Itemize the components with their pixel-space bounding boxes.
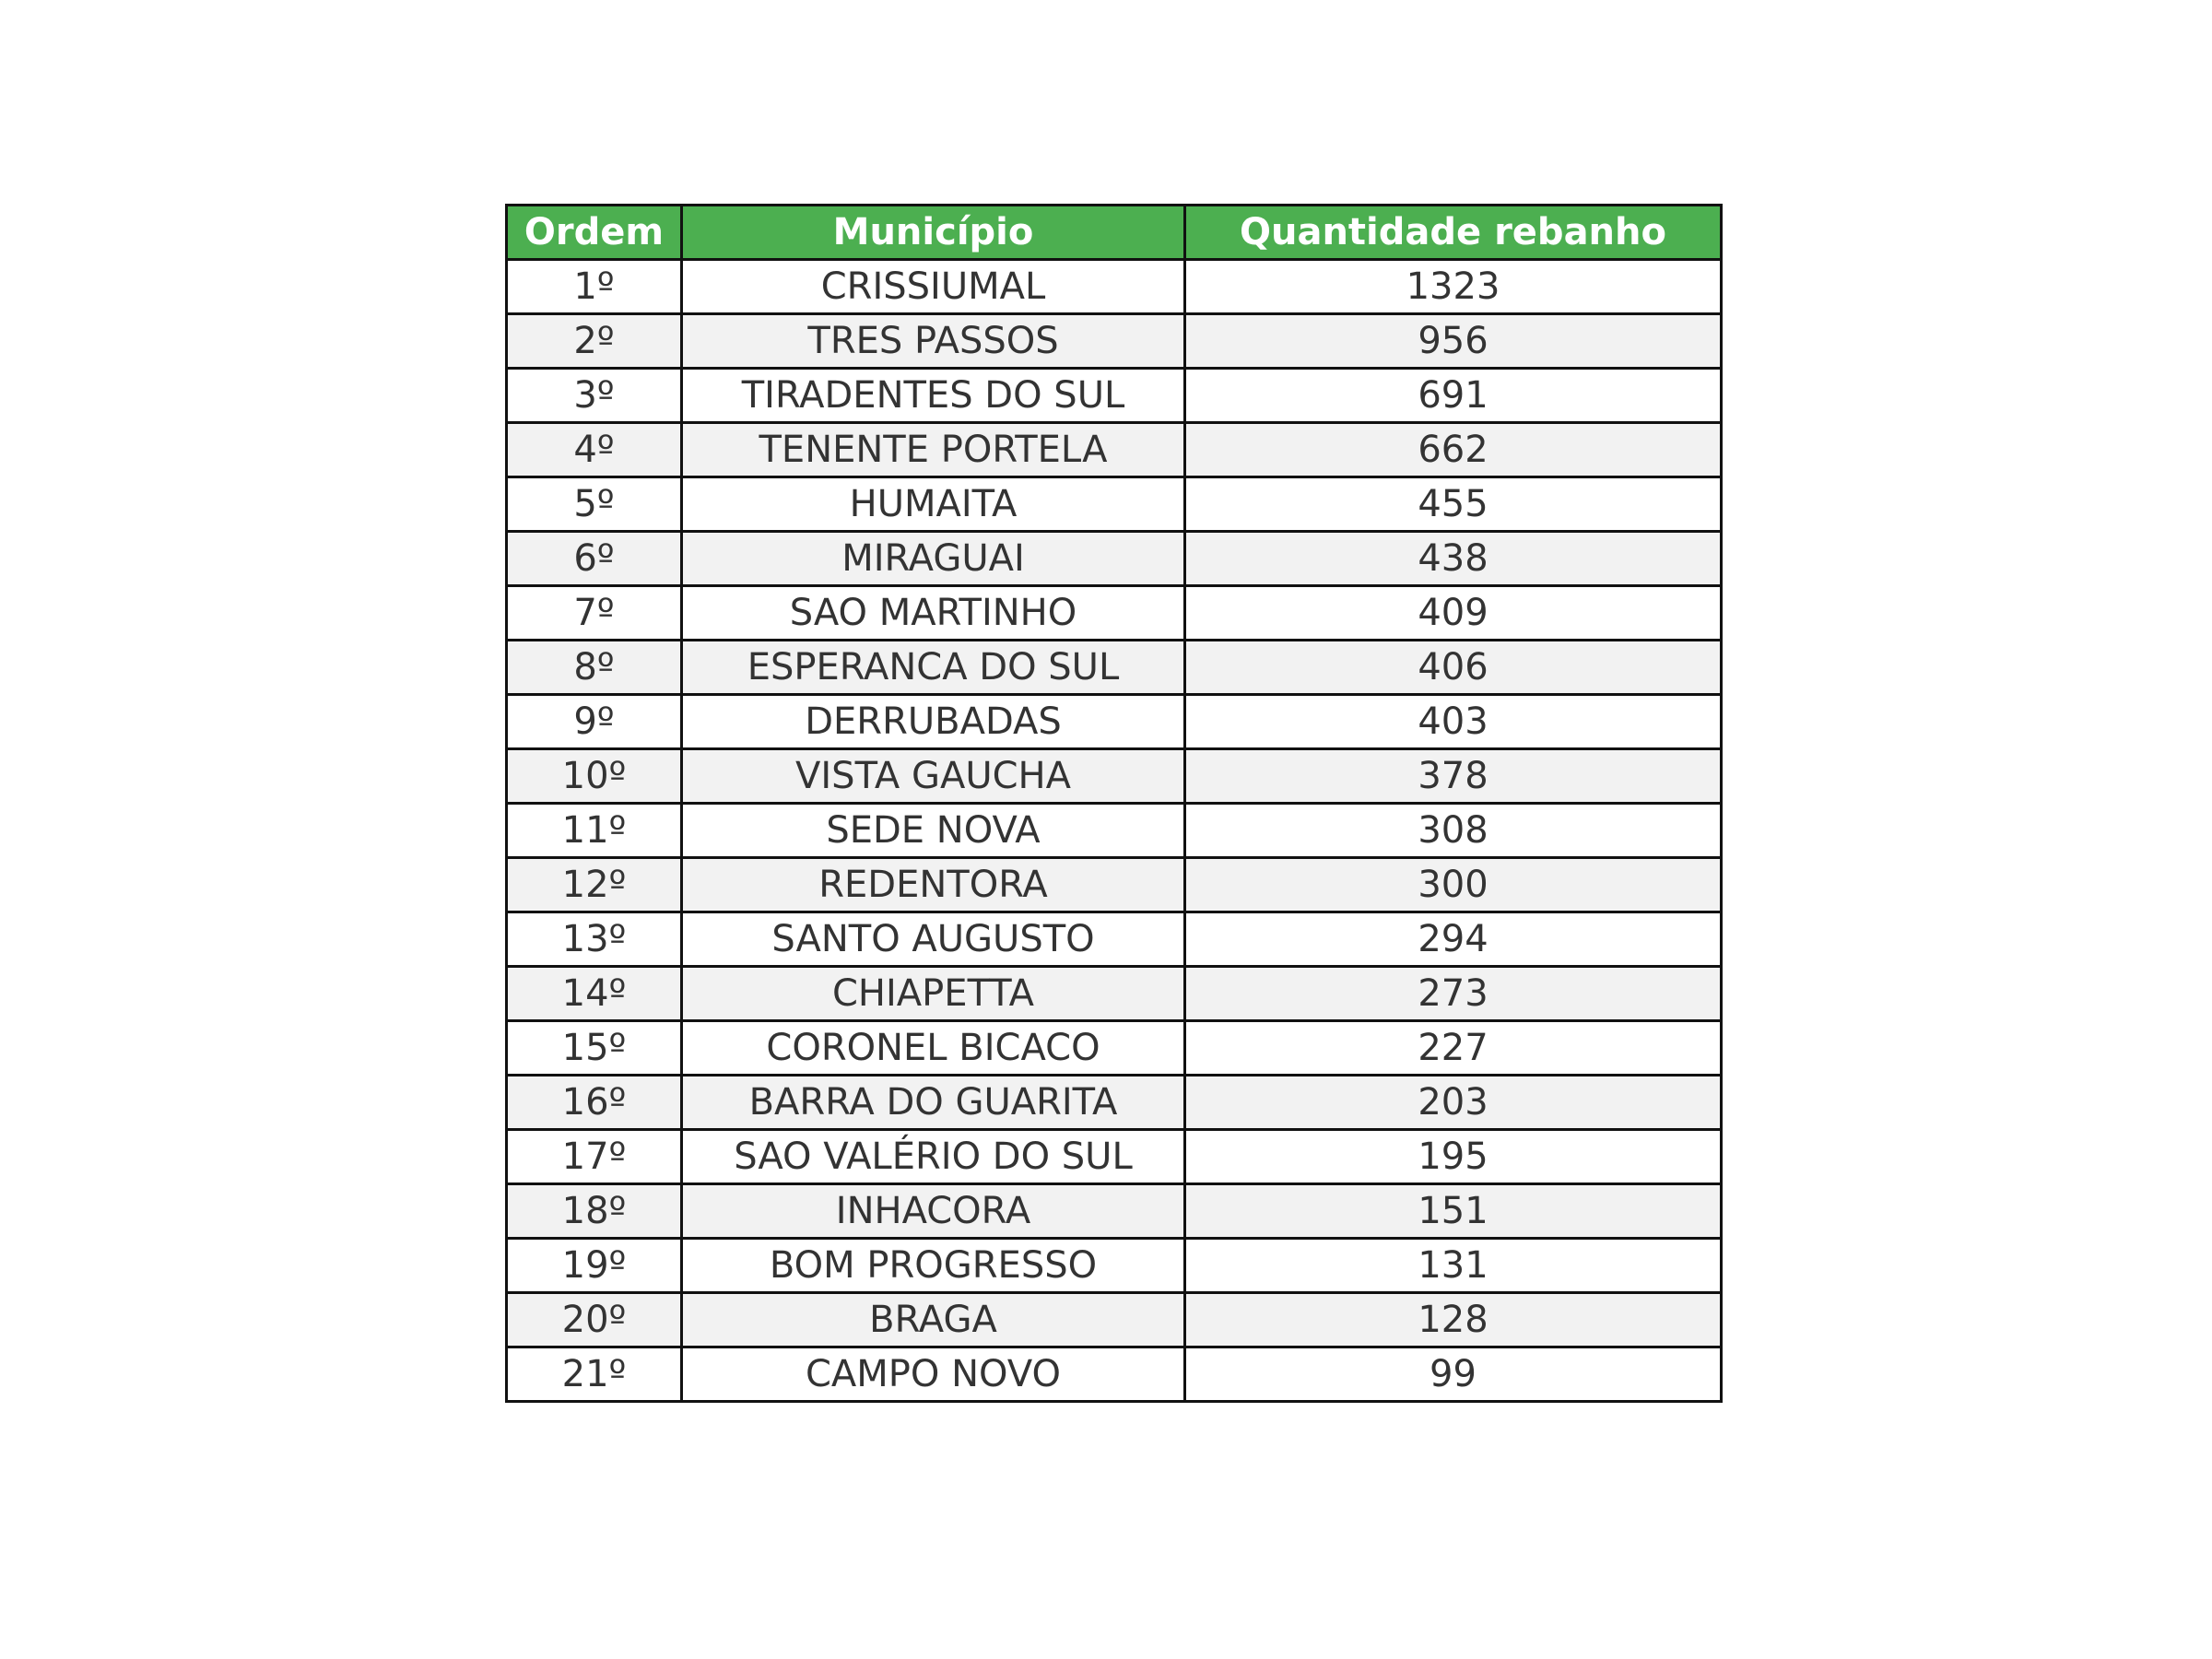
table-header <box>507 206 1722 260</box>
cell-ordem: 3º <box>507 369 682 423</box>
cell-municipio: ESPERANCA DO SUL <box>682 641 1185 695</box>
cell-municipio: REDENTORA <box>682 858 1185 912</box>
cell-municipio: BARRA DO GUARITA <box>682 1076 1185 1130</box>
table-row <box>507 641 1722 695</box>
cell-municipio: CAMPO NOVO <box>682 1347 1185 1402</box>
cell-municipio: DERRUBADAS <box>682 695 1185 749</box>
cell-ordem: 14º <box>507 967 682 1021</box>
cell-quantidade: 455 <box>1185 477 1722 532</box>
cell-municipio: SEDE NOVA <box>682 804 1185 858</box>
cell-ordem: 10º <box>507 749 682 804</box>
table-row <box>507 1021 1722 1076</box>
cell-municipio: CHIAPETTA <box>682 967 1185 1021</box>
cell-ordem: 19º <box>507 1239 682 1293</box>
cell-quantidade: 294 <box>1185 912 1722 967</box>
cell-municipio: HUMAITA <box>682 477 1185 532</box>
cell-quantidade: 99 <box>1185 1347 1722 1402</box>
table-row <box>507 423 1722 477</box>
cell-quantidade: 195 <box>1185 1130 1722 1184</box>
cell-ordem: 18º <box>507 1184 682 1239</box>
cell-quantidade: 308 <box>1185 804 1722 858</box>
cell-ordem: 16º <box>507 1076 682 1130</box>
table-row <box>507 912 1722 967</box>
table-row <box>507 369 1722 423</box>
header-ordem: Ordem <box>507 206 682 260</box>
cell-municipio: TIRADENTES DO SUL <box>682 369 1185 423</box>
cell-quantidade: 691 <box>1185 369 1722 423</box>
cell-quantidade: 438 <box>1185 532 1722 586</box>
cell-municipio: VISTA GAUCHA <box>682 749 1185 804</box>
table-row <box>507 804 1722 858</box>
table-row <box>507 1347 1722 1402</box>
cell-municipio: BOM PROGRESSO <box>682 1239 1185 1293</box>
cell-quantidade: 1323 <box>1185 260 1722 314</box>
cell-quantidade: 273 <box>1185 967 1722 1021</box>
header-municipio: Município <box>682 206 1185 260</box>
cell-ordem: 5º <box>507 477 682 532</box>
ranking-table <box>505 204 1723 1403</box>
cell-municipio: SANTO AUGUSTO <box>682 912 1185 967</box>
cell-ordem: 17º <box>507 1130 682 1184</box>
table-row <box>507 967 1722 1021</box>
cell-ordem: 20º <box>507 1293 682 1347</box>
cell-quantidade: 151 <box>1185 1184 1722 1239</box>
cell-ordem: 1º <box>507 260 682 314</box>
cell-ordem: 2º <box>507 314 682 369</box>
table-body <box>507 260 1722 1402</box>
table-row <box>507 695 1722 749</box>
cell-quantidade: 409 <box>1185 586 1722 641</box>
cell-ordem: 4º <box>507 423 682 477</box>
cell-quantidade: 662 <box>1185 423 1722 477</box>
table-row <box>507 1130 1722 1184</box>
table-row <box>507 1239 1722 1293</box>
cell-municipio: SAO VALÉRIO DO SUL <box>682 1130 1185 1184</box>
cell-quantidade: 203 <box>1185 1076 1722 1130</box>
cell-ordem: 13º <box>507 912 682 967</box>
table-row <box>507 1076 1722 1130</box>
cell-municipio: BRAGA <box>682 1293 1185 1347</box>
cell-municipio: CORONEL BICACO <box>682 1021 1185 1076</box>
cell-municipio: INHACORA <box>682 1184 1185 1239</box>
cell-quantidade: 403 <box>1185 695 1722 749</box>
cell-municipio: CRISSIUMAL <box>682 260 1185 314</box>
table-row <box>507 1184 1722 1239</box>
cell-quantidade: 378 <box>1185 749 1722 804</box>
cell-quantidade: 128 <box>1185 1293 1722 1347</box>
cell-municipio: SAO MARTINHO <box>682 586 1185 641</box>
cell-quantidade: 956 <box>1185 314 1722 369</box>
table-row <box>507 260 1722 314</box>
table-row <box>507 749 1722 804</box>
cell-ordem: 21º <box>507 1347 682 1402</box>
table-row <box>507 858 1722 912</box>
table-row <box>507 314 1722 369</box>
cell-quantidade: 131 <box>1185 1239 1722 1293</box>
cell-ordem: 6º <box>507 532 682 586</box>
header-quantidade-rebanho: Quantidade rebanho <box>1185 206 1722 260</box>
header-row <box>507 206 1722 260</box>
table-row <box>507 532 1722 586</box>
cell-quantidade: 300 <box>1185 858 1722 912</box>
cell-quantidade: 227 <box>1185 1021 1722 1076</box>
cell-municipio: MIRAGUAI <box>682 532 1185 586</box>
cell-ordem: 7º <box>507 586 682 641</box>
cell-ordem: 15º <box>507 1021 682 1076</box>
cell-ordem: 9º <box>507 695 682 749</box>
cell-ordem: 11º <box>507 804 682 858</box>
table-row <box>507 477 1722 532</box>
cell-ordem: 8º <box>507 641 682 695</box>
table-row <box>507 586 1722 641</box>
cell-municipio: TENENTE PORTELA <box>682 423 1185 477</box>
table-row <box>507 1293 1722 1347</box>
cell-ordem: 12º <box>507 858 682 912</box>
cell-quantidade: 406 <box>1185 641 1722 695</box>
cell-municipio: TRES PASSOS <box>682 314 1185 369</box>
ranking-table-container <box>505 204 1720 1403</box>
